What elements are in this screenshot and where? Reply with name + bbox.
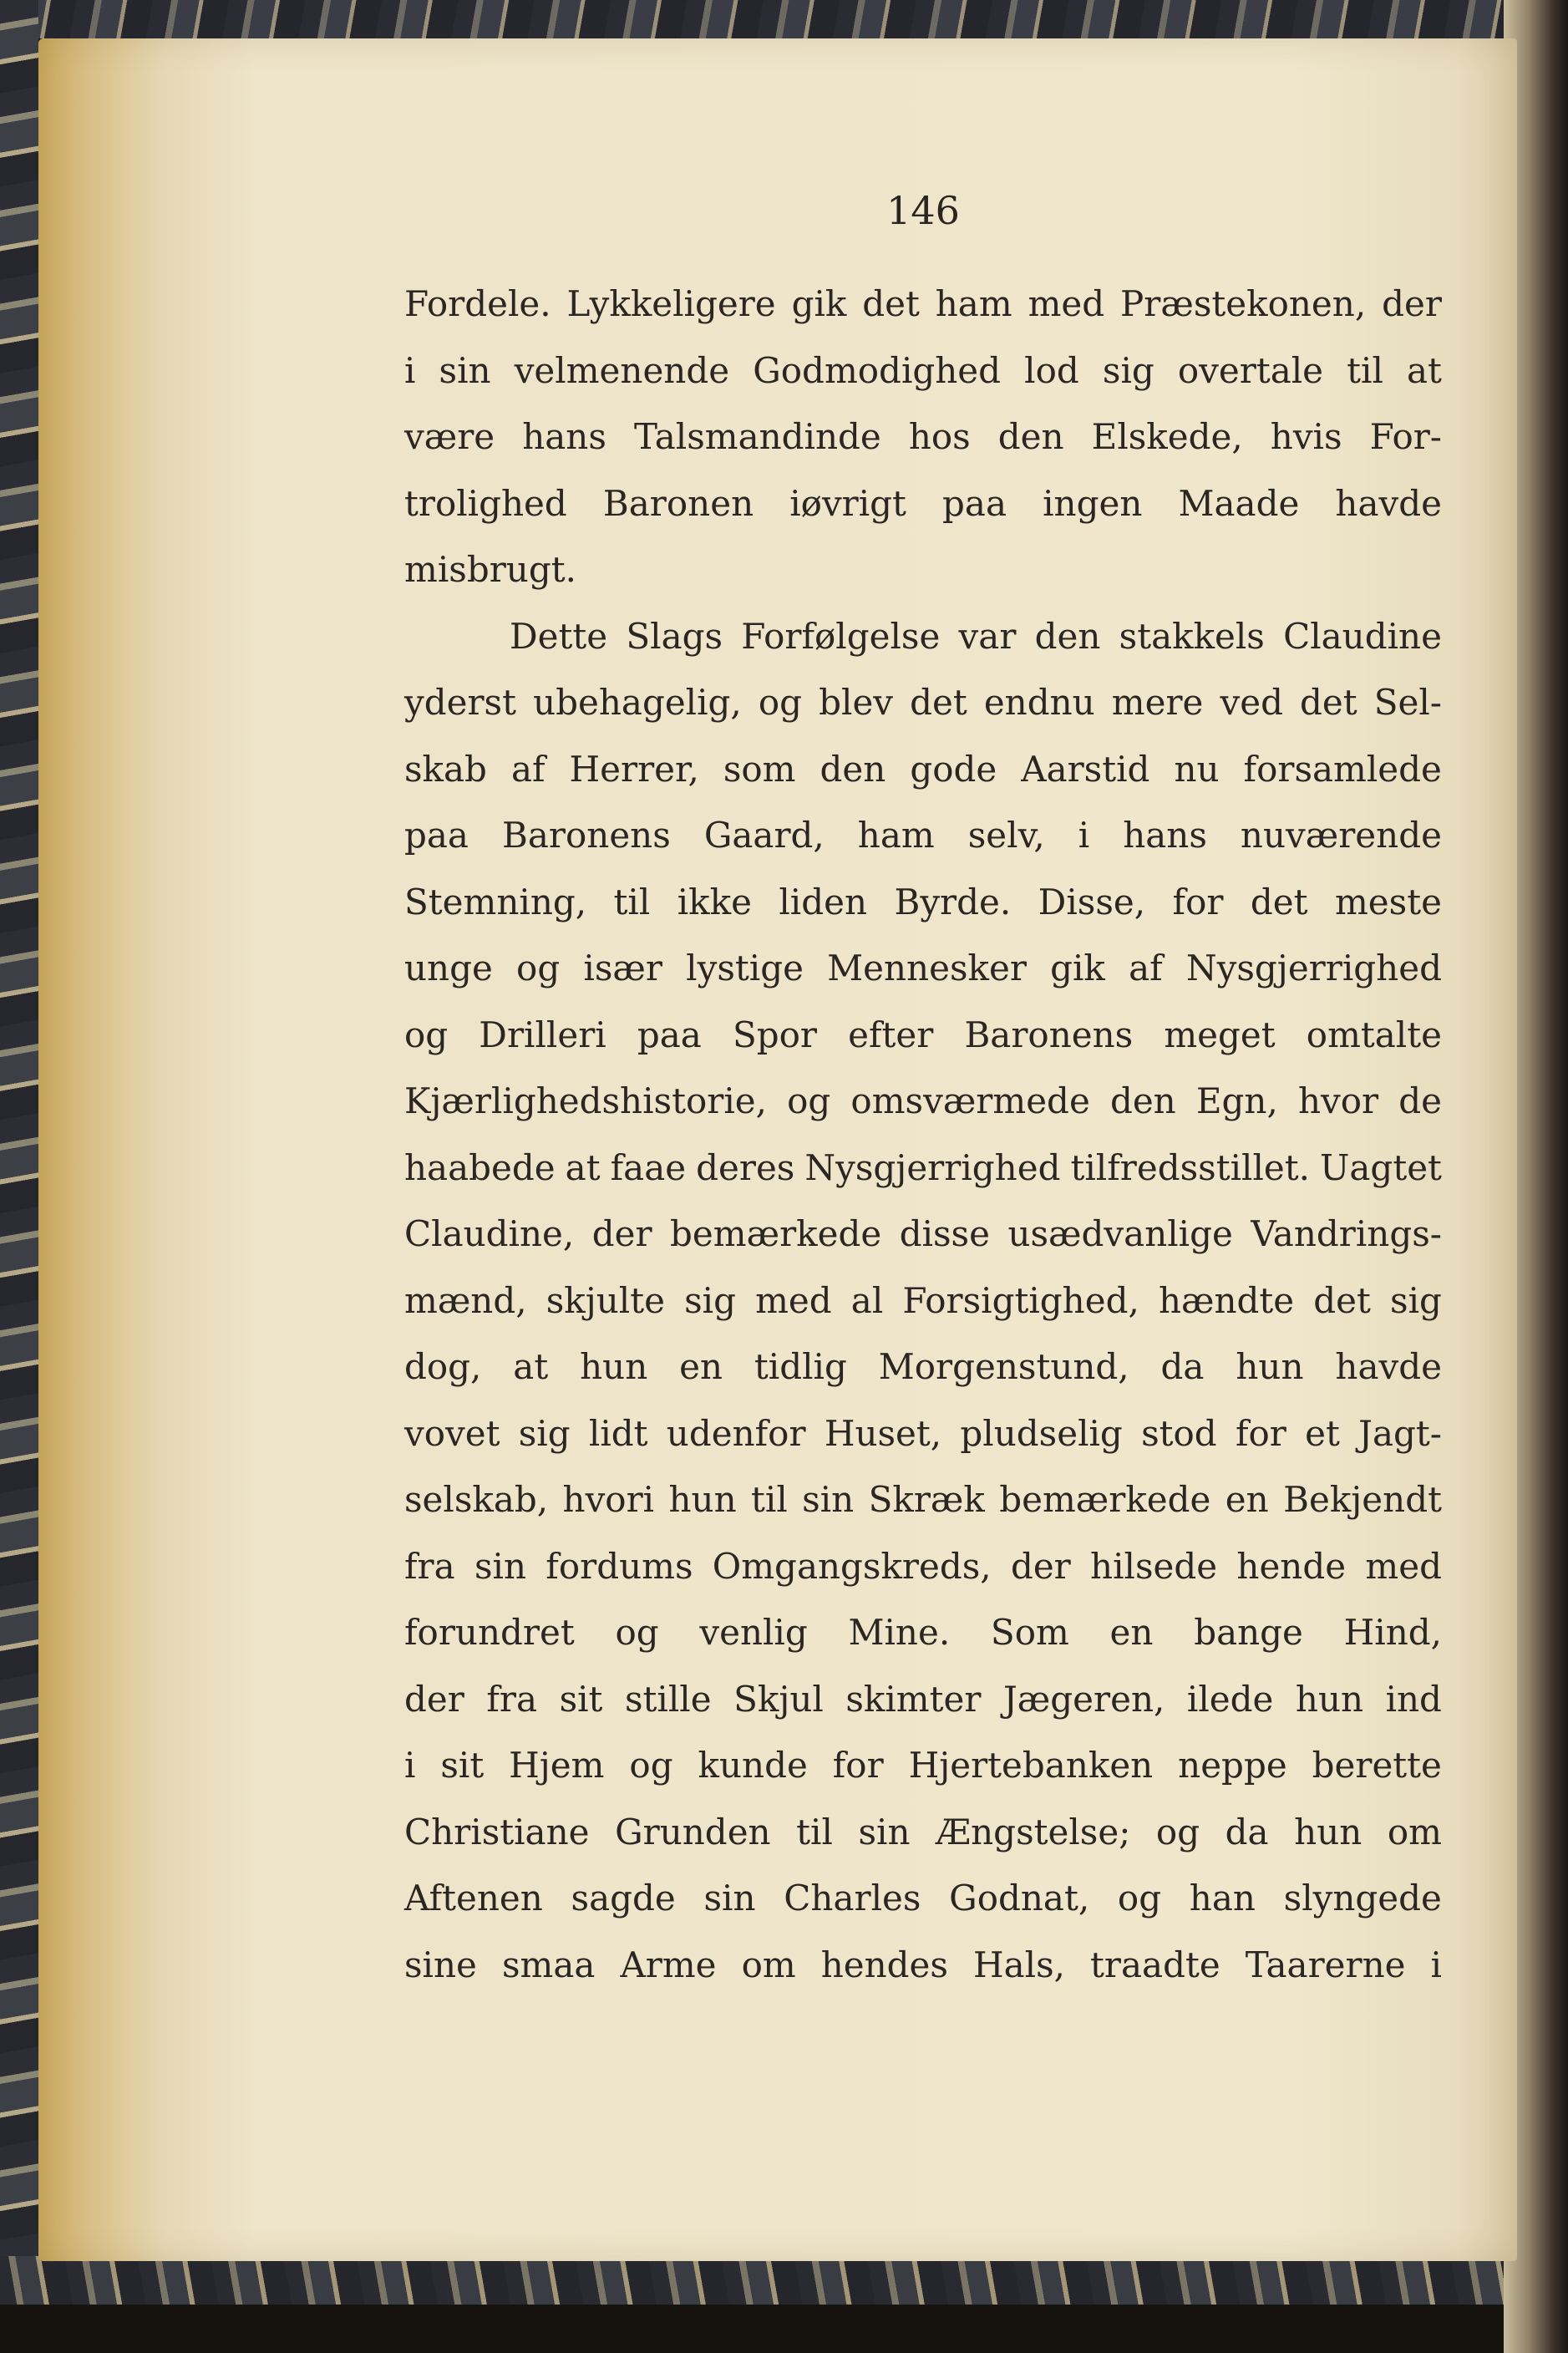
text-line: vovet sig lidt udenfor Huset, pludselig stod for et Jagt-: [404, 1412, 1442, 1454]
text-line: Fordele. Lykkeligere gik det ham med Præstekonen, der: [404, 283, 1442, 324]
text-line: Claudine, der bemærkede disse usædvanlige Vandrings-: [404, 1213, 1442, 1254]
text-line: der fra sit stille Skjul skimter Jægeren, ilede hun ind: [404, 1678, 1442, 1720]
text-line: i sin velmenende Godmodighed lod sig overtale til at: [404, 349, 1442, 391]
text-line: yderst ubehagelig, og blev det endnu mere ved det Sel-: [404, 682, 1442, 723]
text-line: skab af Herrer, som den gode Aarstid nu forsamlede: [404, 748, 1442, 790]
text-line: i sit Hjem og kunde for Hjertebanken neppe berette: [404, 1745, 1442, 1786]
text-line: misbrugt.: [404, 549, 576, 590]
text-line: Christiane Grunden til sin Ængstelse; og da hun om: [404, 1811, 1442, 1852]
text-line: og Drilleri paa Spor efter Baronens meget omtalte: [404, 1014, 1442, 1055]
text-line: mænd, skjulte sig med al Forsigtighed, hændte det sig: [404, 1279, 1442, 1321]
text-line: Stemning, til ikke liden Byrde. Disse, for det meste: [404, 881, 1442, 922]
text-line: Kjærlighedshistorie, og omsværmede den Egn, hvor de: [404, 1080, 1442, 1121]
text-line: paa Baronens Gaard, ham selv, i hans nuværende: [404, 815, 1442, 856]
text-line: Dette Slags Forfølgelse var den stakkels Claudine: [510, 615, 1442, 657]
page-number: 146: [886, 188, 960, 233]
marbled-cover-left: [0, 0, 38, 2353]
marbled-cover-bottom: [0, 2256, 1568, 2305]
text-line: unge og især lystige Mennesker gik af Nysgjerrighed: [404, 948, 1442, 988]
background-bottom: [0, 2305, 1568, 2353]
text-line: sine smaa Arme om hendes Hals, traadte Taarerne i: [404, 1944, 1442, 1985]
text-line: trolighed Baronen iøvrigt paa ingen Maade havde: [404, 482, 1442, 524]
text-line: selskab, hvori hun til sin Skræk bemærkede en Bekjendt: [404, 1479, 1442, 1520]
text-line: Aftenen sagde sin Charles Godnat, og han slyngede: [404, 1878, 1442, 1918]
text-line: dog, at hun en tidlig Morgenstund, da hun havde: [404, 1346, 1442, 1387]
text-line: fra sin fordums Omgangskreds, der hilsede hende med: [404, 1545, 1442, 1587]
text-line: forundret og venlig Mine. Som en bange Hind,: [404, 1612, 1442, 1653]
text-line: være hans Talsmandinde hos den Elskede, hvis For-: [404, 416, 1442, 457]
text-line: haabede at faae deres Nysgjerrighed tilfredsstillet. Uagtet: [404, 1146, 1442, 1188]
marbled-cover-top: [0, 0, 1568, 38]
